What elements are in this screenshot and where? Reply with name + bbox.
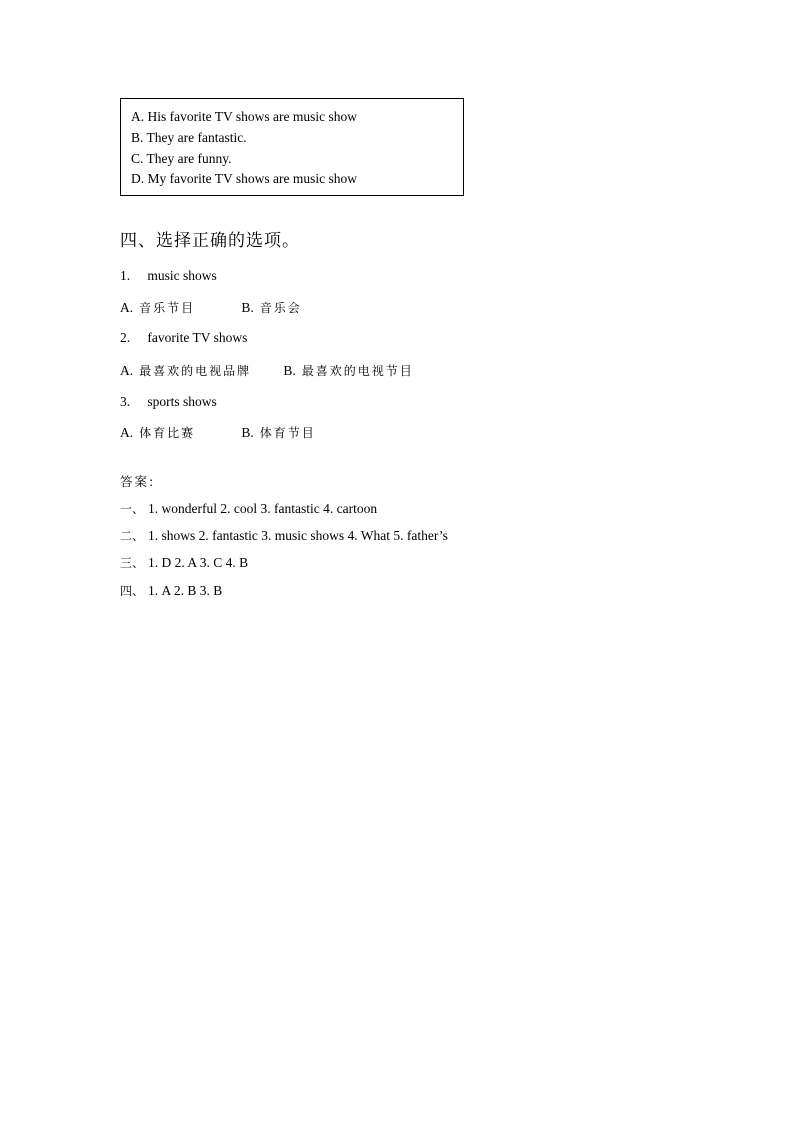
option-b bbox=[241, 424, 315, 441]
answer-line-2 bbox=[120, 527, 448, 544]
question-text: sports shows bbox=[147, 394, 217, 409]
option-text: 体育比赛 bbox=[139, 426, 196, 440]
question-text: music shows bbox=[147, 268, 217, 283]
answers-title: 答案: bbox=[120, 474, 156, 489]
option-label: B. bbox=[241, 425, 254, 440]
option-text: 音乐会 bbox=[259, 301, 302, 315]
answer-prefix: 一、 bbox=[120, 502, 145, 516]
question-text: favorite TV shows bbox=[147, 330, 248, 345]
question-number: 1. bbox=[120, 268, 131, 283]
option-label: A. bbox=[120, 300, 134, 315]
section-heading: 四、选择正确的选项。 bbox=[120, 231, 300, 251]
option-text: 最喜欢的电视节目 bbox=[301, 364, 414, 378]
answer-text: 1. A 2. B 3. B bbox=[148, 583, 223, 598]
question-2-options bbox=[120, 362, 414, 379]
option-c: C. They are funny. bbox=[131, 150, 232, 166]
option-a bbox=[120, 424, 238, 441]
option-box bbox=[120, 98, 464, 196]
question-number: 2. bbox=[120, 330, 131, 345]
question-1 bbox=[120, 268, 217, 284]
option-label: A. bbox=[120, 425, 134, 440]
question-number: 3. bbox=[120, 394, 131, 409]
question-1-options bbox=[120, 299, 302, 316]
question-3-options bbox=[120, 424, 316, 441]
option-b: B. They are fantastic. bbox=[131, 129, 247, 145]
option-b bbox=[241, 299, 301, 316]
answer-line-1 bbox=[120, 500, 377, 517]
option-text: 音乐节目 bbox=[139, 301, 196, 315]
option-text: 体育节目 bbox=[259, 426, 316, 440]
option-a bbox=[120, 362, 280, 379]
option-b bbox=[283, 362, 413, 379]
answer-text: 1. D 2. A 3. C 4. B bbox=[148, 555, 249, 570]
option-d: D. My favorite TV shows are music show bbox=[131, 171, 357, 187]
question-2 bbox=[120, 330, 247, 346]
answer-line-3 bbox=[120, 554, 248, 571]
option-label: A. bbox=[120, 363, 134, 378]
option-a bbox=[120, 299, 238, 316]
answer-prefix: 四、 bbox=[120, 584, 145, 598]
option-text: 最喜欢的电视品牌 bbox=[139, 364, 252, 378]
option-label: B. bbox=[241, 300, 254, 315]
option-label: B. bbox=[283, 363, 296, 378]
answer-line-4 bbox=[120, 582, 222, 599]
answer-text: 1. wonderful 2. cool 3. fantastic 4. cartoon bbox=[148, 501, 378, 516]
answer-text: 1. shows 2. fantastic 3. music shows 4. What 5. father’s bbox=[148, 528, 448, 543]
answer-prefix: 二、 bbox=[120, 529, 145, 543]
question-3 bbox=[120, 394, 217, 410]
option-a: A. His favorite TV shows are music show bbox=[131, 109, 357, 124]
answer-prefix: 三、 bbox=[120, 556, 145, 570]
